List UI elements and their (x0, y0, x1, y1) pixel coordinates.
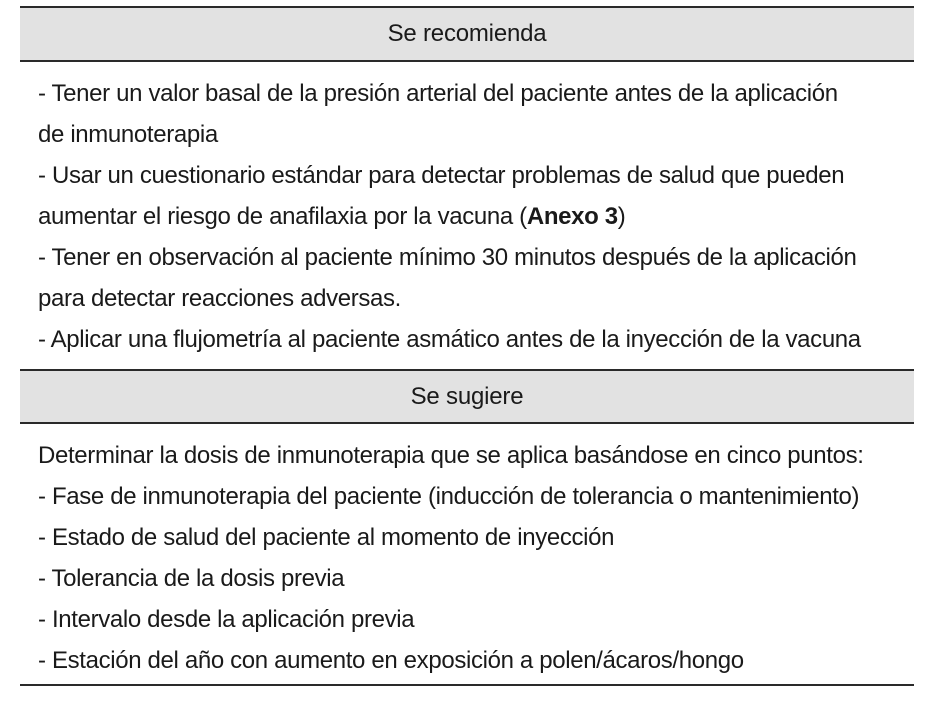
list-item: - Aplicar una flujometría al paciente asmático antes de la inyección de la vacuna (38, 326, 861, 353)
section-title: Se sugiere (410, 382, 524, 410)
bottom-rule (20, 684, 914, 686)
list-item-continuation: de inmunoterapia (38, 121, 218, 148)
intro-text: Determinar la dosis de inmunoterapia que se aplica basándose en cinco puntos: (38, 442, 864, 469)
list-item-continuation: para detectar reacciones adversas. (38, 285, 401, 312)
line-text: aumentar el riesgo de anafilaxia por la vacuna ( (38, 203, 527, 230)
section-title: Se recomienda (387, 20, 547, 47)
list-item: - Intervalo desde la aplicación previa (38, 606, 415, 633)
list-item: - Fase de inmunoterapia del paciente (inducción de tolerancia o mantenimiento) (38, 483, 860, 510)
list-item: - Usar un cuestionario estándar para detectar problemas de salud que pueden (38, 162, 845, 189)
list-item: - Tolerancia de la dosis previa (38, 565, 345, 592)
annex-reference: Anexo 3 (526, 203, 618, 230)
section-header-suggest (20, 371, 914, 422)
section-header-recommend (20, 8, 914, 60)
section-body-recommend (20, 62, 914, 369)
list-item-continuation (38, 196, 914, 237)
list-item: - Tener un valor basal de la presión arterial del paciente antes de la aplicación (38, 80, 838, 107)
list-item: - Estación del año con aumento en exposición a polen/ácaros/hongo (38, 647, 744, 674)
closing-paren: ) (617, 203, 626, 230)
list-item: - Estado de salud del paciente al momento de inyección (38, 524, 615, 551)
recommendations-table (20, 6, 914, 686)
list-item: - Tener en observación al paciente mínimo 30 minutos después de la aplicación (38, 244, 857, 271)
section-body-suggest (20, 424, 914, 684)
